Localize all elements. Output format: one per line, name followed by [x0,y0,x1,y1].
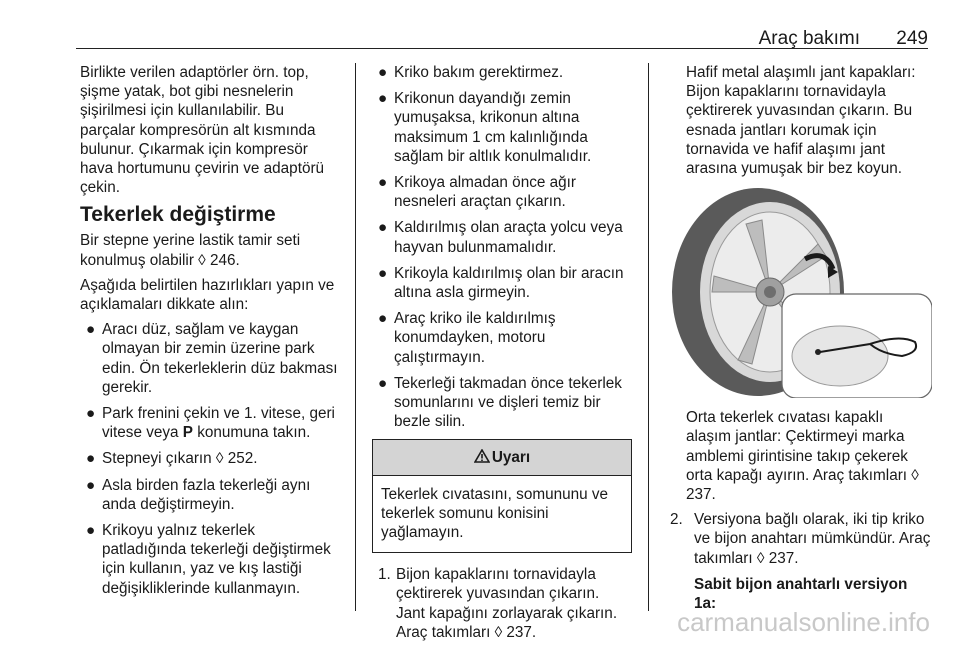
list-item-text: Krikoya almadan önce ağır nesneleri araçtan çıkarın. [394,174,576,211]
bullet-list [372,63,632,431]
numbered-list [372,565,632,642]
bullet-icon: ● [378,264,388,282]
bullet-icon: ● [86,321,96,339]
bullet-icon: ● [86,476,96,494]
list-item-text: Krikoyu yalnız tekerlek patladığında tekerleği değiştirmek için kullanın, yaz ve kış lastiği değişikliklerinde kullanmayın. [102,522,331,597]
warning-title: Uyarı [491,449,531,467]
bullet-icon: ● [86,405,96,423]
paragraph: Hafif metal alaşımlı jant kapakları: Bijon kapaklarını tornavidayla çektirerek yuvasından çıkarın. Bu esnada jantları korumak için tornavida ve hafif alaşımı jant arasına yumuşak bir bez koyun. [686,64,916,178]
numbered-list [670,510,932,568]
list-item [80,320,342,397]
list-item [80,449,342,468]
list-item [372,89,632,166]
bullet-icon: ● [86,450,96,468]
gear-position-label: P [182,424,193,442]
bullet-icon: ● [378,90,388,108]
list-item-text: Araç kriko ile kaldırılmış konumdayken, motoru çalıştırmayın. [394,310,556,366]
step-number: 1. [378,566,391,584]
bullet-icon: ● [378,310,388,328]
step-number: 2. [670,511,683,529]
watermark: carmanualsonline.info [677,607,930,637]
list-item [372,173,632,211]
list-item [372,565,632,642]
warning-text: Tekerlek cıvatasını, somununu ve tekerlek somunu konisini yağlamayın. [381,485,609,542]
list-item-text: Kriko bakım gerektirmez. [394,64,564,81]
intro-paragraph: Birlikte verilen adaptörler örn. top, şişme yatak, bot gibi nesnelerin şişirilmesi için kullanılabilir. Bu parçalar kompresörün alt kısmında bulunur. Çıkarmak için kompresör hava hortumunu çevirin ve adaptörü çekin. [80,64,325,197]
bullet-icon: ● [378,174,388,192]
paragraph: Aşağıda belirtilen hazırlıkları yapın ve açıklamaları dikkate alın: [80,276,335,314]
column-3 [670,63,932,619]
list-item [372,218,632,256]
text-run: konumuna takın. [192,424,311,442]
wheel-cover-illustration [670,184,932,398]
warning-box [372,439,632,553]
bullet-icon: ● [378,64,388,81]
list-item [372,264,632,302]
list-item-text: Versiyona bağlı olarak, iki tip kriko ve bijon anahtarı mümkündür. Araç takımları ◊ 237. [694,511,931,567]
list-item-text: Kaldırılmış olan araçta yolcu veya hayvan bulunmamalıdır. [394,219,623,256]
page-number: 249 [896,28,928,49]
list-item [80,476,342,514]
list-item [372,374,632,432]
sub-heading: Sabit bijon anahtarlı versiyon 1a: [694,575,908,613]
bullet-list [80,320,342,598]
column-1 [80,63,342,605]
text-run: Park frenini çekin ve 1. vitese, geri vitese veya [102,405,335,442]
list-item [80,404,342,442]
list-item [670,510,932,568]
list-item-text: Bijon kapaklarını tornavidayla çektirerek yuvasından çıkarın. Jant kapağını zorlayarak çıkarın. Araç takımları ◊ 237. [396,566,618,641]
page-header-title: Araç bakımı [758,28,860,49]
header-rule [76,48,928,49]
column-divider-1 [355,63,356,611]
list-item-text: Krikoyla kaldırılmış olan bir aracın altına asla girmeyin. [394,264,624,302]
list-item [372,309,632,367]
paragraph: Bir stepne yerine lastik tamir seti konulmuş olabilir ◊ 246. [80,232,301,269]
list-item-text: Aracı düz, sağlam ve kaygan olmayan bir zemin üzerine park edin. Ön tekerleklerin düz bakması gerekir. [102,321,338,396]
list-item-text: Asla birden fazla tekerleği aynı anda değiştirmeyin. [102,476,311,513]
warning-triangle-icon [474,449,490,463]
list-item-text: Tekerleği takmadan önce tekerlek somunlarını ve dişleri temiz bir bezle silin. [394,374,622,431]
column-2 [372,63,632,649]
list-item-text: Stepneyi çıkarın ◊ 252. [102,450,258,468]
bullet-icon: ● [378,374,388,392]
list-item-text: Krikonun dayandığı zemin yumuşaksa, krikonun altına maksimum 1 cm kalınlığında sağlam bir altlık konulmalıdır. [394,90,592,165]
column-divider-2 [648,63,649,611]
list-item [372,63,632,82]
bullet-icon: ● [378,219,388,237]
warning-header [373,440,631,475]
paragraph: Orta tekerlek cıvatası kapaklı alaşım jantlar: Çektirmeyi marka amblemi girintisine takıp çekerek orta kapağı ayırın. Araç takımları ◊ 237. [686,409,919,504]
section-heading: Tekerlek değiştirme [80,203,276,227]
list-item-text [102,405,335,441]
bullet-icon: ● [86,522,96,540]
list-item [80,521,342,598]
